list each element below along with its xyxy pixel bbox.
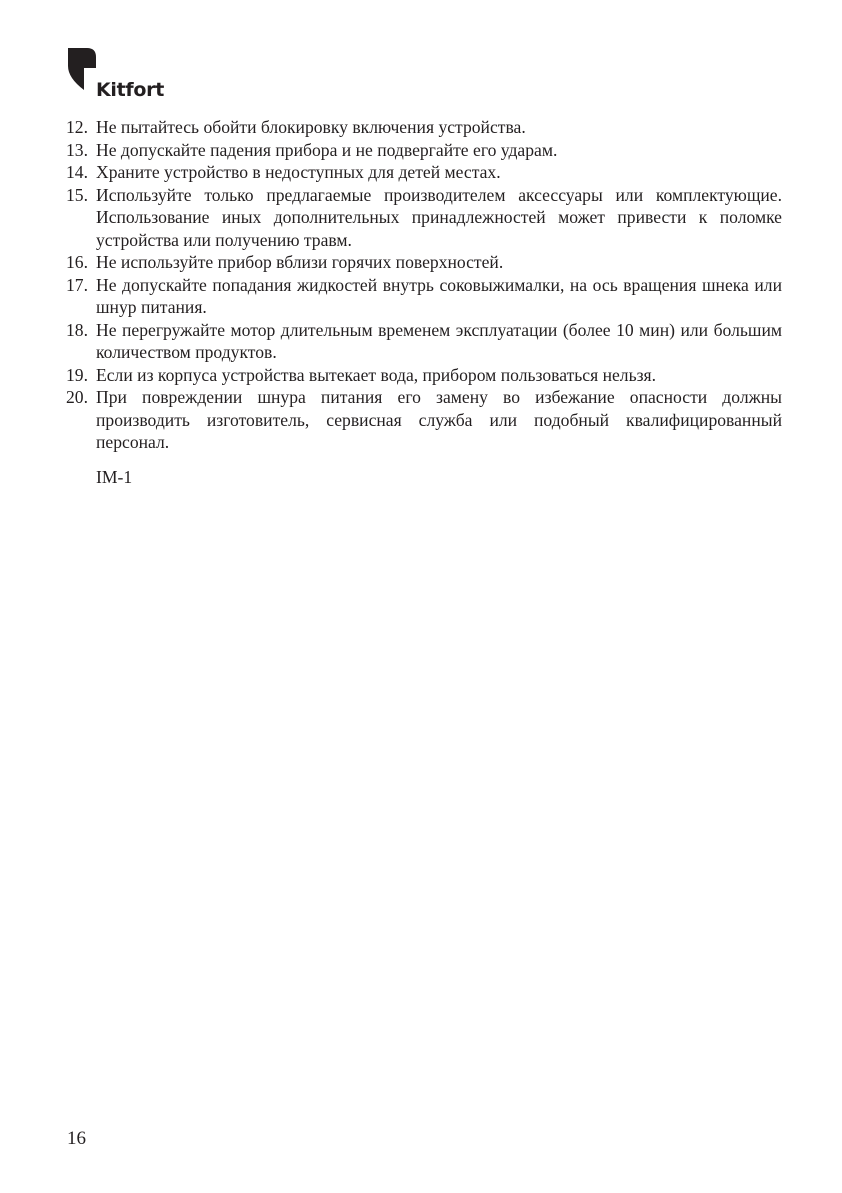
rule-text: Не пытайтесь обойти блокировку включения устройства. <box>96 117 526 137</box>
rule-text: Храните устройство в недоступных для детей местах. <box>96 162 501 182</box>
rule-text: Не используйте прибор вблизи горячих поверхностей. <box>96 252 504 272</box>
rule-number: 20. <box>66 387 88 407</box>
rule-item <box>66 386 782 454</box>
safety-rules-list <box>66 116 782 454</box>
rule-text: Используйте только предлагаемые производителем аксессуары или комплектующие. Использование иных дополнительных принадлежностей может привести к поломке устройства или получению травм. <box>96 184 782 250</box>
rule-text: Если из корпуса устройства вытекает вода, прибором пользоваться нельзя. <box>96 364 657 385</box>
rule-item <box>66 251 782 274</box>
rule-number: 15. <box>66 184 88 205</box>
rule-item <box>66 274 782 319</box>
rule-number: 14. <box>66 162 88 182</box>
rule-item <box>66 184 782 252</box>
rule-item <box>66 319 782 364</box>
rule-item <box>66 116 782 139</box>
rule-number: 13. <box>66 139 88 160</box>
rule-number: 16. <box>66 252 88 272</box>
rule-text: Не допускайте попадания жидкостей внутрь соковыжималки, на ось вращения шнека или шнур питания. <box>96 274 782 317</box>
rule-number: 18. <box>66 319 88 340</box>
rule-text: Не перегружайте мотор длительным временем эксплуатации (более 10 мин) или большим количеством продуктов. <box>96 319 782 362</box>
rule-number: 19. <box>66 364 88 385</box>
rule-number: 12. <box>66 117 88 137</box>
rule-number: 17. <box>66 274 88 295</box>
kitfort-logo-mark-icon <box>68 48 96 90</box>
rule-item <box>66 139 782 162</box>
rule-item <box>66 161 782 184</box>
rule-text: Не допускайте падения прибора и не подвергайте его ударам. <box>96 139 558 160</box>
page-number: 16 <box>67 1128 86 1149</box>
brand-name: Kitfort <box>96 79 164 101</box>
kitfort-logo <box>68 48 208 104</box>
rule-item <box>66 364 782 387</box>
rule-text: При повреждении шнура питания его замену во избежание опасности должны производить изготовитель, сервисная служба или подобный квалифицированный персонал. <box>96 387 782 452</box>
document-code: IM-1 <box>96 467 133 487</box>
